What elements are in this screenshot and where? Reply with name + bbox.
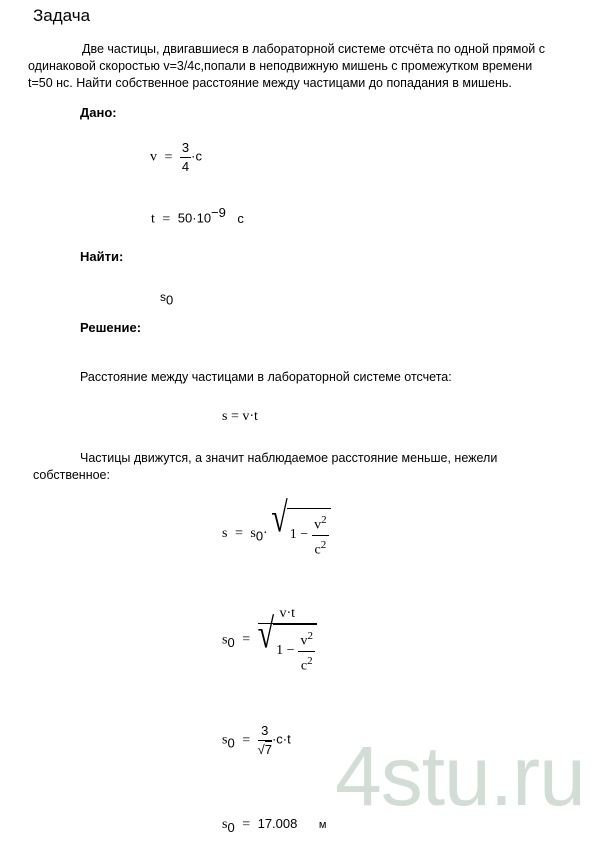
equals-sign: =: [242, 817, 251, 832]
numerator: 3: [258, 722, 272, 741]
subscript-zero: 0: [255, 528, 264, 544]
subscript-zero: 0: [227, 819, 235, 835]
equation-s-vt: s = v·t: [222, 409, 258, 424]
numerator: v·t: [258, 605, 317, 624]
subscript-zero: 0: [227, 635, 235, 651]
exponent: 2: [320, 538, 327, 551]
s-symbol: s: [222, 732, 228, 748]
s-symbol: s: [222, 817, 228, 832]
square-root: [271, 494, 330, 559]
given-time-equation: [151, 205, 244, 228]
radical-icon: √: [257, 742, 265, 757]
v2-over-c2: [312, 511, 329, 559]
problem-line-2: одинаковой скоростью v=3/4c,попали в неподвижную мишень с промежутком времени: [28, 59, 533, 73]
watermark: 4stu.ru: [335, 729, 585, 823]
s0-symbol: s: [250, 525, 256, 541]
times-c: ·c: [191, 148, 202, 164]
equals-sign: =: [242, 632, 251, 648]
equals-sign: =: [162, 211, 171, 227]
s-symbol: s: [222, 632, 228, 648]
c-symbol: c: [314, 542, 321, 558]
v-symbol: v: [150, 149, 157, 165]
one-minus: 1 −: [276, 643, 295, 659]
find-heading: Найти:: [80, 249, 124, 264]
radical-icon: √: [257, 610, 275, 658]
solution-text-1: Расстояние между частицами в лабораторной системе отсчета:: [80, 370, 452, 384]
unit: с: [237, 210, 244, 226]
problem-line-3: t=50 нс. Найти собственное расстояние между частицами до попадания в мишень.: [28, 76, 512, 90]
exponent: 2: [307, 654, 313, 667]
t-symbol: t: [151, 211, 155, 227]
v-symbol: v: [314, 517, 322, 533]
times-ct: ·c·t: [271, 731, 291, 747]
equals-sign: =: [234, 525, 243, 541]
find-variable: [160, 290, 173, 307]
equation-length-contraction: [222, 494, 331, 559]
equals-sign: =: [242, 732, 251, 748]
fraction: [258, 605, 317, 675]
exponent: 2: [321, 514, 327, 526]
given-heading: Дано:: [80, 105, 117, 120]
solution-text-2-line-2: собственное:: [33, 468, 110, 482]
denominator: 4: [181, 159, 190, 174]
equation-result: [222, 816, 326, 835]
problem-line-1: Две частицы, двигавшиеся в лабораторной системе отсчёта по одной прямой с: [82, 42, 546, 56]
c-symbol: c: [300, 658, 308, 674]
dot: ·: [263, 525, 268, 541]
exponent: 2: [307, 630, 313, 642]
given-velocity-equation: [150, 139, 202, 176]
solution-heading: Решение:: [80, 320, 142, 335]
equation-proper-length: [222, 605, 317, 675]
radicand: 7: [264, 742, 272, 757]
fraction: [180, 139, 191, 176]
s-symbol: s: [222, 525, 228, 541]
page-title: Задача: [33, 6, 91, 25]
equals-sign: =: [164, 149, 173, 165]
s-symbol: s: [160, 290, 166, 304]
equation-substituted: [222, 722, 291, 759]
subscript-zero: 0: [166, 292, 174, 308]
v-symbol: v: [300, 633, 308, 649]
solution-text-2-line-1: Частицы движутся, а значит наблюдаемое расстояние меньше, нежели: [80, 451, 498, 465]
result-unit: м: [318, 819, 327, 831]
radical-icon: √: [271, 494, 288, 542]
fraction: [258, 722, 272, 759]
numerator: 3: [180, 139, 191, 158]
exponent: −9: [211, 205, 226, 220]
v2-over-c2: [298, 627, 315, 675]
one-minus: 1 −: [289, 527, 309, 543]
result-value: 17.008: [257, 816, 298, 831]
subscript-zero: 0: [227, 735, 235, 751]
mantissa: 50·10: [177, 210, 212, 226]
